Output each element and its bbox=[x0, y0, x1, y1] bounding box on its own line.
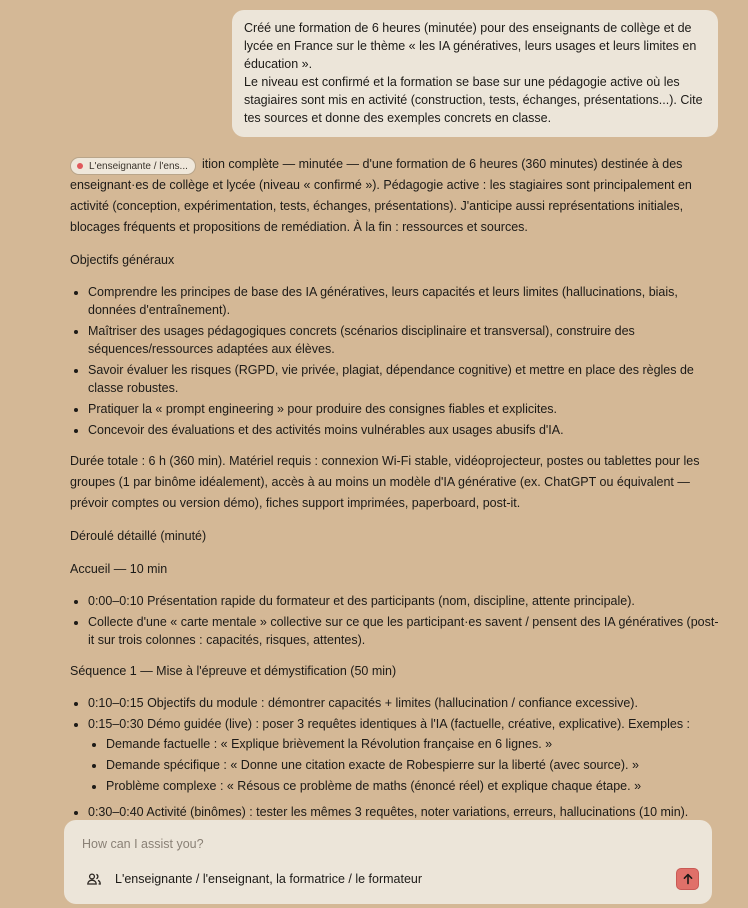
users-icon bbox=[86, 871, 102, 887]
objectives-list bbox=[88, 283, 720, 439]
list-item: • Problème complexe : « Résous ce problème de maths (énoncé réel) et explique chaque étape. » bbox=[106, 777, 720, 795]
message-input[interactable] bbox=[82, 834, 682, 854]
send-button[interactable] bbox=[676, 868, 699, 890]
list-item: • Collecte d'une « carte mentale » collective sur ce que les participant·es savent / pensent des IA génératives (post-it sur trois colonnes : capacités, risques, attentes). bbox=[88, 613, 720, 649]
duration-paragraph: Durée totale : 6 h (360 min). Matériel requis : connexion Wi-Fi stable, vidéoprojecteur, postes ou tablettes pour les groupes (1 par binôme idéalement), accès à au moins un modèle d'IA générative (ex. ChatGPT ou équivalent — prévoir comptes ou version démo), fiches support imprimées, paperboard, post-it. bbox=[70, 454, 700, 510]
intro-paragraph: ition complète — minutée — d'une formation de 6 heures (360 minutes) destinée à des enseignant·es de collège et lycée (niveau « confirmé »). Pédagogie active : les stagiaires sont principalement en activité (conception, expérimentation, tests, échanges, présentations). J'anticipe aussi représentations initiales, blocages fréquents et propositions de remédiation. À la fin : ressources et sources. bbox=[70, 157, 692, 234]
objectives-heading: Objectifs généraux bbox=[70, 253, 175, 267]
list-item: • Demande factuelle : « Explique brièvement la Révolution française en 6 lignes. » bbox=[106, 735, 720, 753]
list-item: • Demande spécifique : « Donne une citation exacte de Robespierre sur la liberté (avec source). » bbox=[106, 756, 720, 774]
examples-list bbox=[106, 735, 720, 795]
list-item: • Savoir évaluer les risques (RGPD, vie privée, plagiat, dépendance cognitive) et mettre en place des règles de classe robustes. bbox=[88, 361, 720, 397]
role-chip[interactable] bbox=[70, 157, 196, 175]
accueil-heading: Accueil — 10 min bbox=[70, 562, 168, 576]
persona-selector[interactable] bbox=[86, 870, 422, 888]
list-item: • Maîtriser des usages pédagogiques concrets (scénarios disciplinaire et transversal), construire des séquences/ressources adaptées aux élèves. bbox=[88, 322, 720, 358]
deroule-heading: Déroulé détaillé (minuté) bbox=[70, 529, 207, 543]
role-chip-label: L'enseignante / l'ens... bbox=[89, 160, 188, 172]
assistant-message bbox=[70, 154, 720, 833]
list-item-text: 0:15–0:30 Démo guidée (live) : poser 3 requêtes identiques à l'IA (factuelle, créative, explicative). Exemples : bbox=[88, 717, 691, 731]
persona-label: L'enseignante / l'enseignant, la formatrice / le formateur bbox=[115, 872, 423, 886]
list-item: • 0:30–0:40 Activité (binômes) : tester les mêmes 3 requêtes, noter variations, erreurs, hallucinations (10 min). bbox=[88, 803, 720, 821]
user-message-line: Le niveau est confirmé et la formation se base sur une pédagogie active où les stagiaires sont mis en activité (construction, tests, échanges, présentations...). Cite tes sources et donne des exemples concrets en classe. bbox=[244, 75, 703, 125]
status-dot-icon bbox=[77, 163, 83, 169]
user-message-bubble bbox=[232, 10, 718, 137]
composer bbox=[64, 820, 712, 904]
sequence1-heading: Séquence 1 — Mise à l'épreuve et démystification (50 min) bbox=[70, 664, 397, 678]
list-item: • Concevoir des évaluations et des activités moins vulnérables aux usages abusifs d'IA. bbox=[88, 421, 720, 439]
list-item: • Comprendre les principes de base des IA génératives, leurs capacités et leurs limites (hallucinations, biais, données d'entraînement). bbox=[88, 283, 720, 319]
user-message-line: Créé une formation de 6 heures (minutée) pour des enseignants de collège et de lycée en France sur le thème « les IA génératives, leurs usages et leurs limites en éducation ». bbox=[244, 21, 697, 71]
list-item: • 0:10–0:15 Objectifs du module : démontrer capacités + limites (hallucination / confiance excessive). bbox=[88, 694, 720, 712]
list-item: • 0:00–0:10 Présentation rapide du formateur et des participants (nom, discipline, attente principale). bbox=[88, 592, 720, 610]
list-item: • Pratiquer la « prompt engineering » pour produire des consignes fiables et explicites. bbox=[88, 400, 720, 418]
accueil-list bbox=[88, 592, 720, 649]
arrow-up-icon bbox=[682, 873, 694, 885]
list-item bbox=[88, 715, 720, 795]
sequence1-list bbox=[88, 694, 720, 821]
